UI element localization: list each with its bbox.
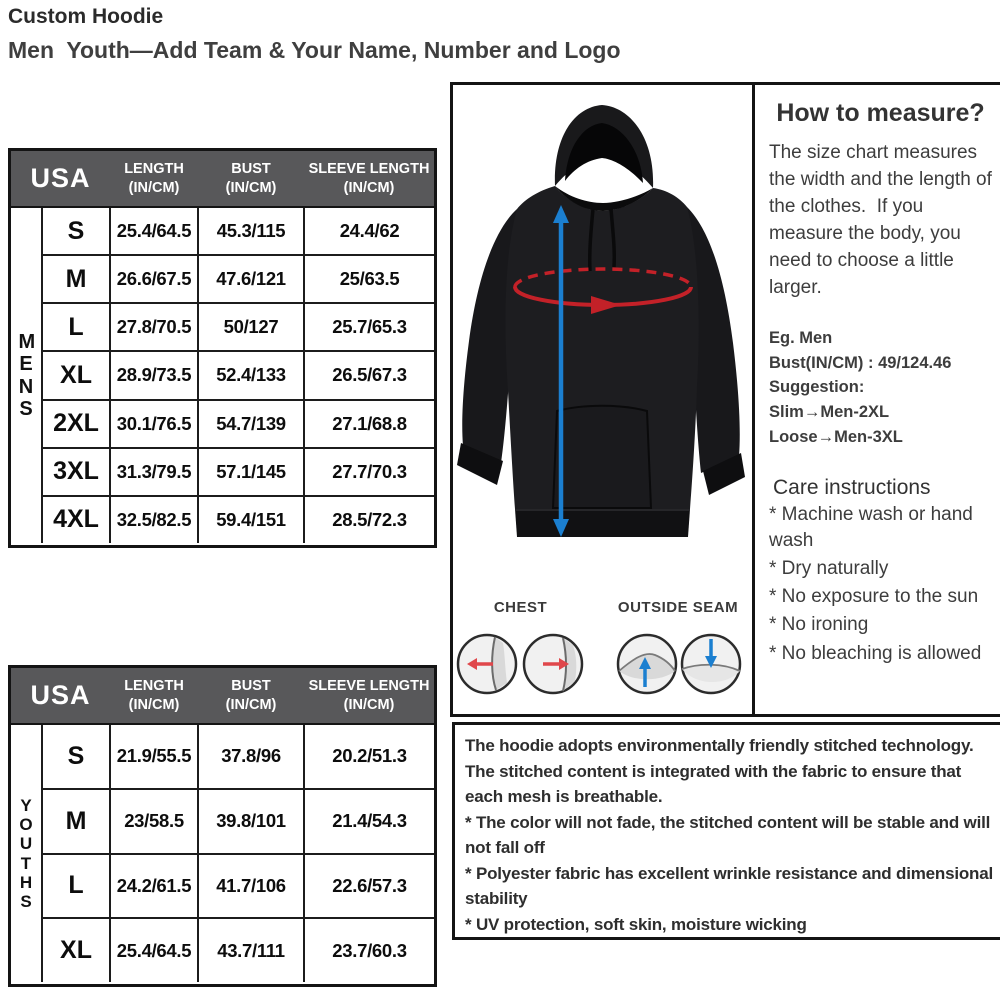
measure-body-text: The size chart measures the width and the length of the clothes. If you measure the body, you need to choose a little larger.: [769, 142, 998, 298]
table-row: [43, 302, 434, 350]
table-row: [43, 788, 434, 853]
table-row: [43, 254, 434, 302]
chest-label: CHEST: [493, 599, 548, 616]
description-line: * The color will not fade, the stitched content will be stable and will not fall off: [465, 812, 991, 857]
mens-table-rows: [43, 208, 434, 543]
length-cell: 25.4/64.5: [109, 919, 197, 982]
header-usa: USA: [30, 163, 91, 193]
size-cell: S: [67, 216, 85, 245]
sleeve-cell: 27.7/70.3: [303, 449, 434, 495]
description-line: * Polyester fabric has excellent wrinkle resistance and dimensional stability: [465, 863, 993, 908]
bust-cell: 59.4/151: [197, 497, 303, 543]
table-row: [43, 725, 434, 788]
page-subtitle: Men Youth—Add Team & Your Name, Number and Logo: [8, 37, 621, 63]
table-row: [43, 447, 434, 495]
outside-seam-up-icon: [615, 631, 679, 697]
sleeve-cell: 23.7/60.3: [303, 919, 434, 982]
header-sleeve-length: SLEEVE LENGTH (IN/CM): [308, 677, 430, 713]
mens-group-label: MENS: [11, 208, 43, 543]
outside-seam-down-icon: [679, 631, 743, 697]
hoodie-image: [453, 91, 752, 596]
table-row: [43, 208, 434, 254]
bust-cell: 39.8/101: [197, 790, 303, 853]
bust-cell: 41.7/106: [197, 855, 303, 918]
example-line: Loose→Men-3XL: [769, 427, 903, 446]
example-line: Suggestion:: [769, 378, 865, 397]
mens-size-table: [8, 148, 437, 548]
care-instruction-item: * No exposure to the sun: [769, 586, 979, 608]
header-bust: BUST (IN/CM): [225, 160, 277, 196]
size-cell: 3XL: [53, 457, 99, 486]
length-cell: 23/58.5: [109, 790, 197, 853]
how-to-measure-heading: How to measure?: [776, 99, 985, 127]
size-cell: L: [68, 871, 84, 900]
header-usa: USA: [30, 680, 91, 710]
care-instructions-block: [769, 476, 992, 667]
header-length: LENGTH (IN/CM): [124, 160, 184, 196]
bust-cell: 43.7/111: [197, 919, 303, 982]
size-example-block: [769, 326, 992, 450]
care-instruction-item: * No ironing: [769, 614, 869, 636]
table-row: [43, 350, 434, 398]
example-line: Bust(IN/CM) : 49/124.46: [769, 353, 952, 372]
length-cell: 31.3/79.5: [109, 449, 197, 495]
sleeve-cell: 28.5/72.3: [303, 497, 434, 543]
header-length: LENGTH (IN/CM): [124, 677, 184, 713]
bust-cell: 47.6/121: [197, 256, 303, 302]
table-row: [43, 917, 434, 982]
table-row: [43, 853, 434, 918]
care-instruction-item: * No bleaching is allowed: [769, 642, 982, 664]
page-title: Custom Hoodie: [8, 5, 164, 28]
size-cell: XL: [60, 936, 92, 965]
care-instructions-list: [769, 502, 992, 667]
youths-size-table: [8, 665, 437, 987]
size-cell: M: [65, 264, 87, 293]
description-line: The hoodie adopts environmentally friendly stitched technology. The stitched content is integrated with the fabric to ensure that each mesh is breathable.: [465, 736, 974, 806]
chest-width-right-icon: [521, 631, 585, 697]
table-row: [43, 399, 434, 447]
bust-cell: 57.1/145: [197, 449, 303, 495]
size-cell: XL: [60, 360, 92, 389]
chest-width-left-icon: [455, 631, 519, 697]
outside-seam-label: OUTSIDE SEAM: [617, 599, 739, 616]
size-cell: 4XL: [53, 505, 99, 534]
mens-table-header: [11, 151, 434, 208]
table-row: [43, 495, 434, 543]
header-bust: BUST (IN/CM): [225, 677, 277, 713]
sleeve-cell: 26.5/67.3: [303, 352, 434, 398]
length-cell: 27.8/70.5: [109, 304, 197, 350]
example-line: Eg. Men: [769, 328, 833, 347]
sleeve-cell: 25.7/65.3: [303, 304, 434, 350]
product-description-box: [452, 722, 1000, 940]
sleeve-cell: 24.4/62: [303, 208, 434, 254]
sleeve-cell: 27.1/68.8: [303, 401, 434, 447]
size-cell: M: [65, 806, 87, 835]
care-instruction-item: * Dry naturally: [769, 558, 889, 579]
youths-table-rows: [43, 725, 434, 982]
youths-group-label: YOUTHS: [11, 725, 43, 982]
description-line: * UV protection, soft skin, moisture wicking: [465, 914, 807, 934]
length-cell: 32.5/82.5: [109, 497, 197, 543]
size-cell: S: [67, 741, 85, 770]
hoodie-measure-panel: [450, 82, 755, 717]
bust-cell: 54.7/139: [197, 401, 303, 447]
bust-cell: 50/127: [197, 304, 303, 350]
bust-cell: 52.4/133: [197, 352, 303, 398]
bust-cell: 45.3/115: [197, 208, 303, 254]
size-cell: L: [68, 312, 84, 341]
how-to-measure-panel: [755, 82, 1000, 717]
sleeve-cell: 22.6/57.3: [303, 855, 434, 918]
length-cell: 24.2/61.5: [109, 855, 197, 918]
bust-cell: 37.8/96: [197, 725, 303, 788]
size-cell: 2XL: [53, 409, 99, 438]
length-cell: 26.6/67.5: [109, 256, 197, 302]
length-cell: 25.4/64.5: [109, 208, 197, 254]
length-cell: 21.9/55.5: [109, 725, 197, 788]
example-line: Slim→Men-2XL: [769, 403, 890, 422]
length-cell: 28.9/73.5: [109, 352, 197, 398]
header-sleeve-length: SLEEVE LENGTH (IN/CM): [308, 160, 430, 196]
length-cell: 30.1/76.5: [109, 401, 197, 447]
sleeve-cell: 20.2/51.3: [303, 725, 434, 788]
sleeve-cell: 25/63.5: [303, 256, 434, 302]
sleeve-cell: 21.4/54.3: [303, 790, 434, 853]
care-instructions-heading: Care instructions: [773, 475, 931, 499]
youths-table-header: [11, 668, 434, 725]
care-instruction-item: * Machine wash or hand wash: [769, 503, 973, 551]
